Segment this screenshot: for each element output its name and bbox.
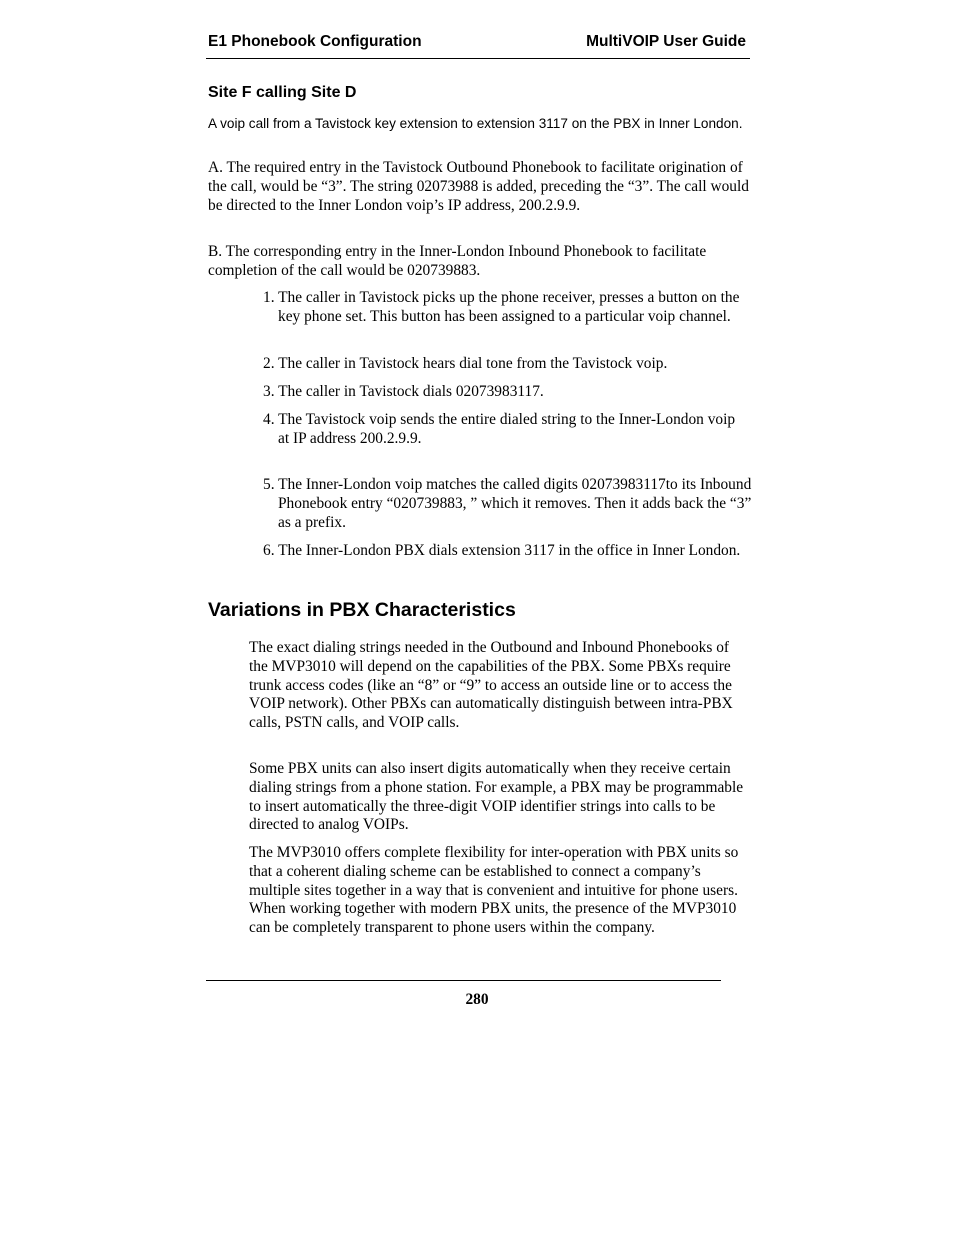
step-text: 4. The Tavistock voip sends the entire dialed string to the Inner-London voip [263, 411, 736, 428]
step-continuation: at IP address 200.2.9.9. [278, 429, 422, 447]
variations-paragraph: The exact dialing strings needed in the Outbound and Inbound Phonebooks of the MVP3010 will depend on the capabilities of the PBX. Some PBXs require trunk access codes (like an “8” or “9” to access an outside line or to access the VOIP network). Other PBXs can automatically distinguish between intra-PBX calls, PSTN calls, and VOIP calls. [249, 639, 733, 732]
variations-paragraph: The MVP3010 offers complete flexibility for inter-operation with PBX units so that a coherent dialing scheme can be established to connect a company’s multiple sites together in a way that is convenient and intuitive for phone users. When working together with modern PBX units, the presence of the MVP3010 can be completely transparent to phone users within the company. [249, 844, 739, 937]
step-item [263, 411, 763, 449]
step-item: 5. The Inner-London voip matches the called digits 02073983117to its Inbound Phonebook entry “020739883, ” which it removes. Then it adds back the “3” as a prefix. [263, 476, 752, 531]
step-item: 3. The caller in Tavistock dials 02073983117. [263, 383, 544, 400]
step-item: 6. The Inner-London PBX dials extension 3117 in the office in Inner London. [263, 542, 741, 559]
header-guide-title: MultiVOIP User Guide [586, 33, 746, 50]
page-number: 280 [465, 991, 489, 1008]
variations-paragraph: Some PBX units can also insert digits automatically when they receive certain dialing strings from a phone station. For example, a PBX may be programmable to insert automatically the three-digit VOIP identifier strings into calls to be directed to analog VOIPs. [249, 760, 744, 834]
footer-divider [206, 980, 721, 981]
variations-heading: Variations in PBX Characteristics [208, 599, 516, 621]
paragraph-b: B. The corresponding entry in the Inner-London Inbound Phonebook to facilitate completion of the call would be 020739883. [208, 243, 707, 279]
section-intro: A voip call from a Tavistock key extension to extension 3117 on the PBX in Inner London. [208, 116, 743, 131]
step-item: 2. The caller in Tavistock hears dial tone from the Tavistock voip. [263, 355, 668, 372]
step-item: 1. The caller in Tavistock picks up the phone receiver, presses a button on the key phone set. This button has been assigned to a particular voip channel. [263, 289, 740, 325]
header-divider [206, 58, 750, 59]
paragraph-a: A. The required entry in the Tavistock Outbound Phonebook to facilitate origination of the call, would be “3”. The string 02073988 is added, preceding the “3”. The call would be directed to the Inner London voip’s IP address, 200.2.9.9. [208, 159, 749, 214]
header-chapter-title: E1 Phonebook Configuration [208, 33, 422, 50]
section-heading: Site F calling Site D [208, 84, 357, 101]
